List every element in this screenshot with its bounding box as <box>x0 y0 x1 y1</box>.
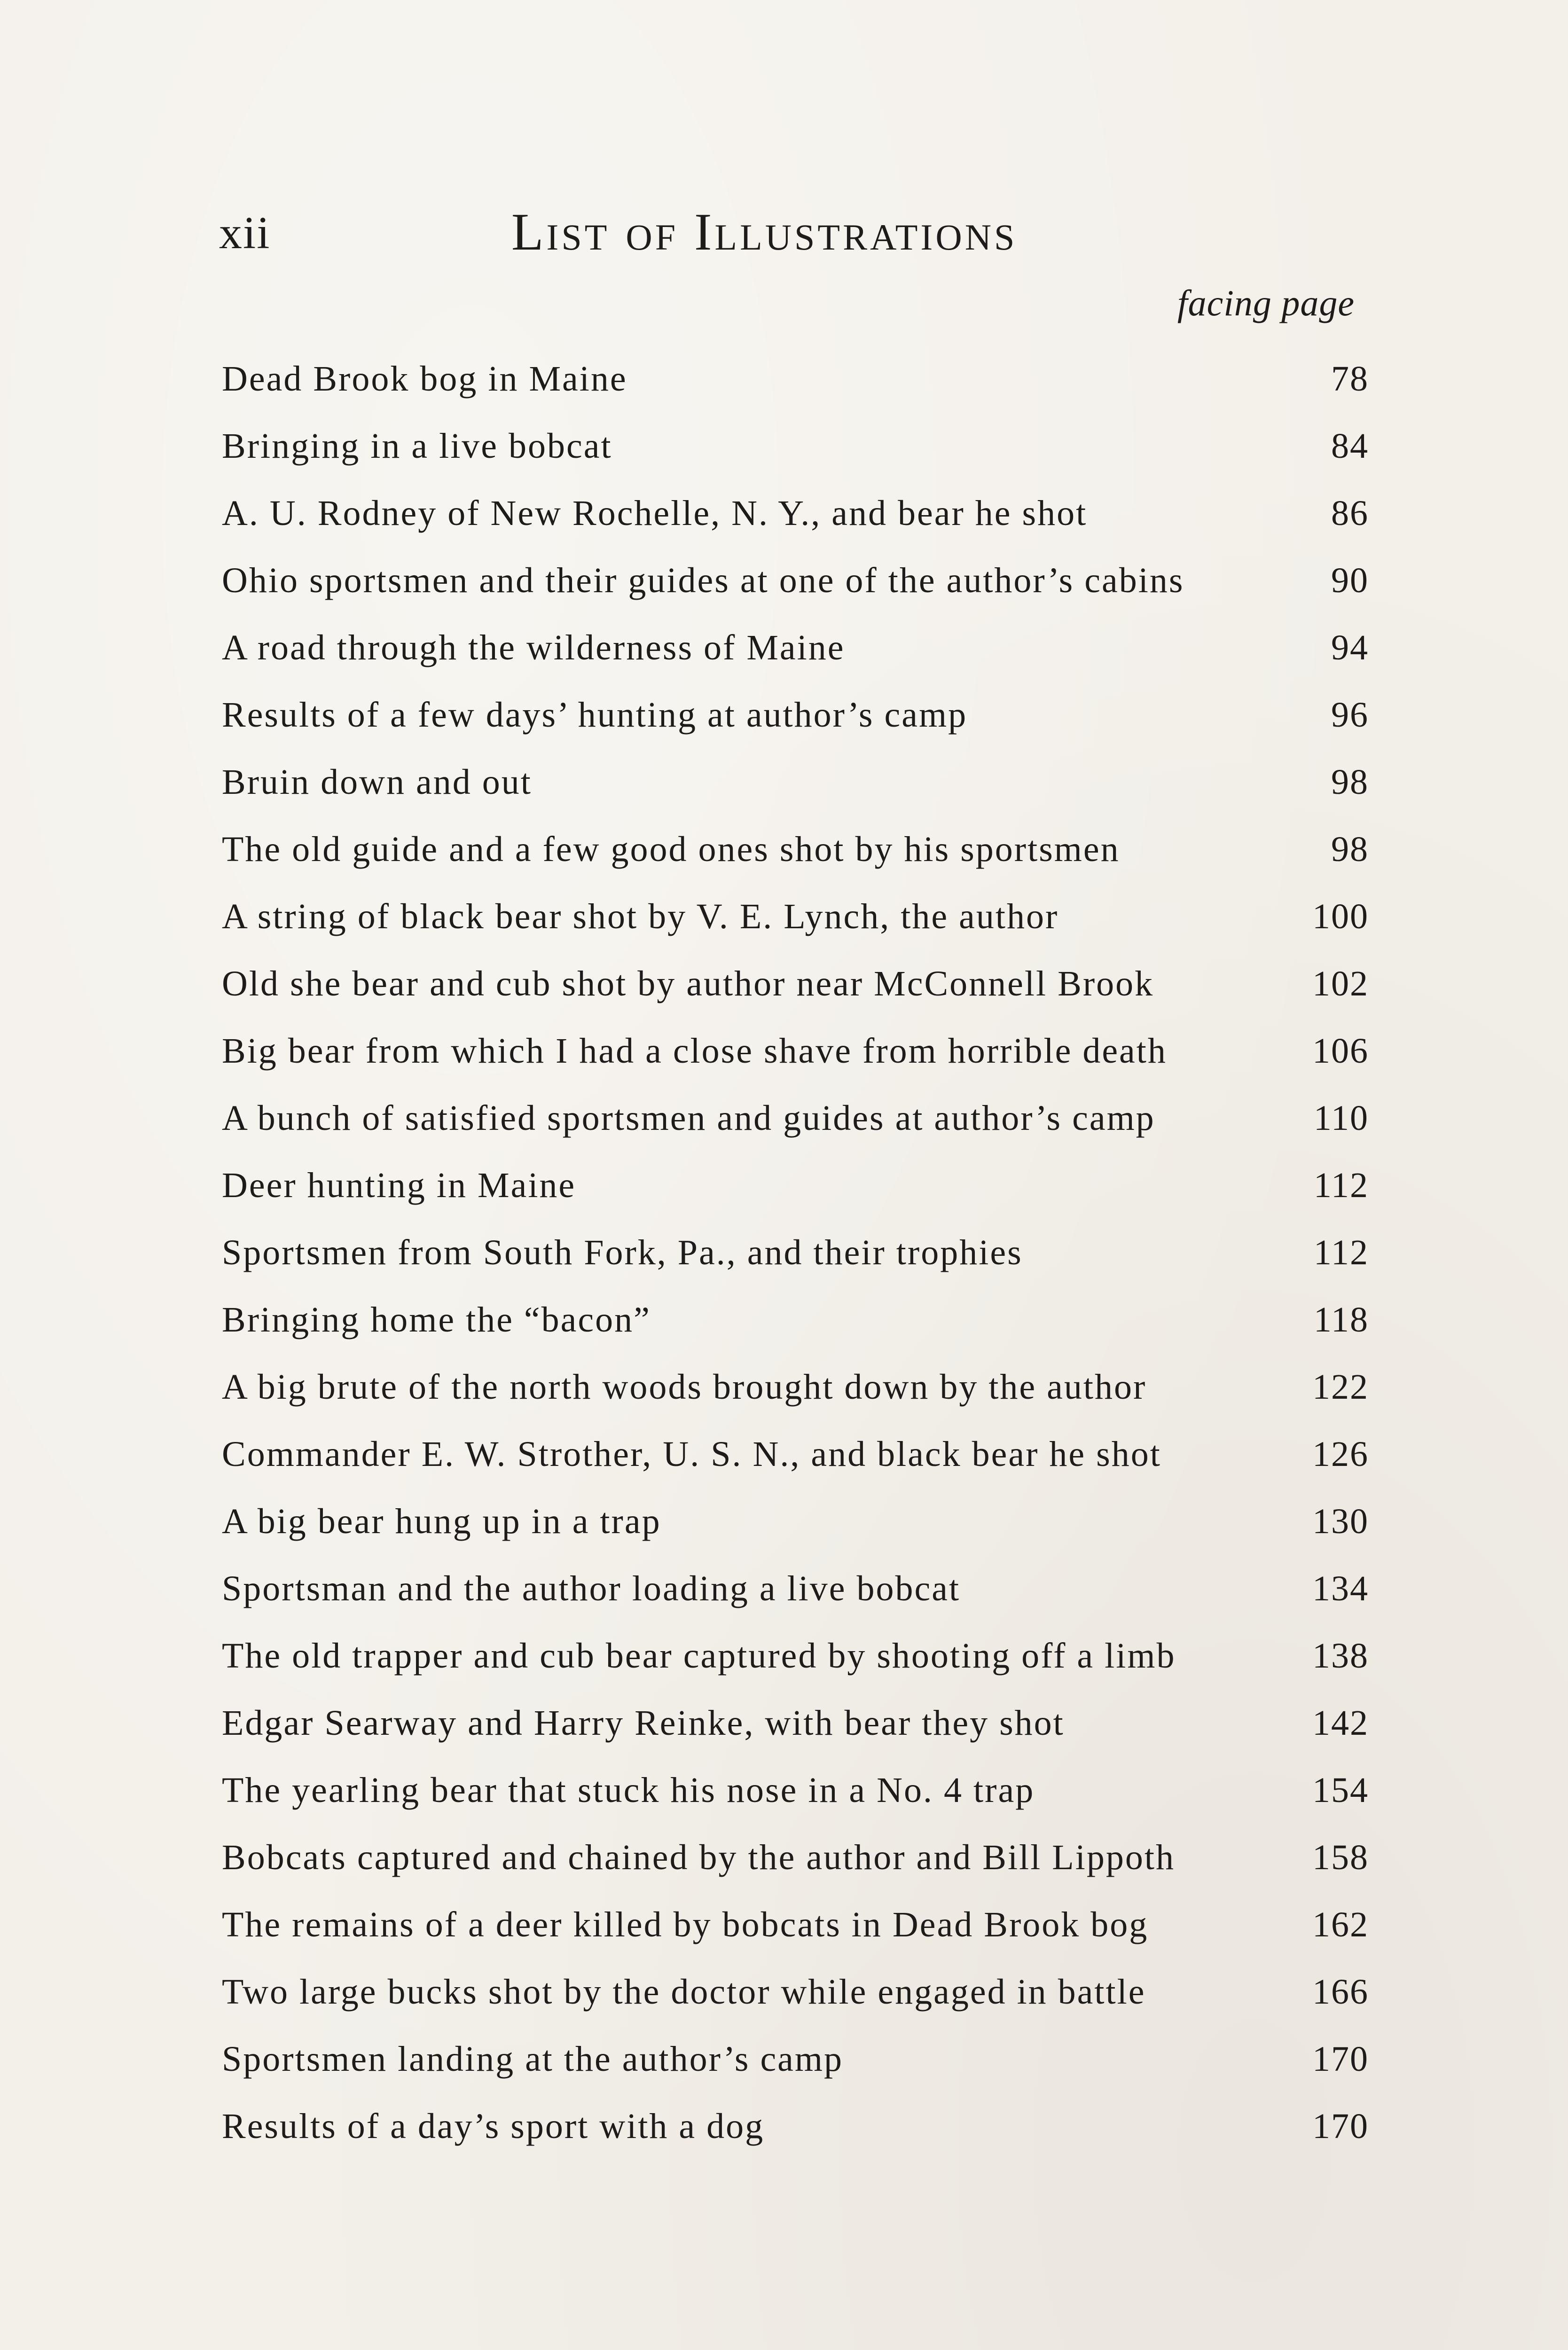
facing-page-label: facing page <box>1177 282 1355 323</box>
facing-page-number: 86 <box>1331 494 1369 533</box>
facing-page-number: 112 <box>1313 1166 1369 1205</box>
facing-page-number: 100 <box>1312 897 1369 936</box>
facing-page-number: 78 <box>1331 359 1369 399</box>
illustration-list <box>222 350 1369 2165</box>
illustration-title: Deer hunting in Maine <box>222 1166 576 1205</box>
illustration-title: Bobcats captured and chained by the author and Bill Lippoth <box>222 1838 1175 1877</box>
list-item <box>222 888 1369 955</box>
facing-page-number: 90 <box>1331 561 1369 600</box>
list-item <box>222 1022 1369 1089</box>
illustration-title: Bruin down and out <box>222 762 532 802</box>
facing-page-number: 170 <box>1312 2039 1369 2079</box>
list-item <box>222 821 1369 888</box>
facing-page-number: 166 <box>1312 1972 1369 2012</box>
facing-page-number: 138 <box>1312 1636 1369 1676</box>
facing-page-number: 162 <box>1312 1905 1369 1944</box>
list-item <box>222 619 1369 686</box>
illustration-title: The old guide and a few good ones shot by his sportsmen <box>222 830 1120 869</box>
list-item <box>222 686 1369 753</box>
illustration-title: The old trapper and cub bear captured by shooting off a limb <box>222 1636 1176 1676</box>
illustration-title: A. U. Rodney of New Rochelle, N. Y., and bear he shot <box>222 494 1088 533</box>
page-number: xii <box>219 208 271 258</box>
list-item <box>222 1157 1369 1224</box>
list-item <box>222 1627 1369 1694</box>
illustration-title: Bringing home the “bacon” <box>222 1300 651 1340</box>
facing-page-number: 96 <box>1331 695 1369 735</box>
facing-page-number: 154 <box>1312 1770 1369 1810</box>
list-item <box>222 1762 1369 1829</box>
facing-page-number: 98 <box>1331 762 1369 802</box>
facing-page-number: 84 <box>1331 426 1369 466</box>
facing-page-number: 98 <box>1331 830 1369 869</box>
facing-page-number: 102 <box>1312 964 1369 1003</box>
list-item <box>222 552 1369 619</box>
illustration-title: A road through the wilderness of Maine <box>222 628 845 667</box>
list-item <box>222 1829 1369 1896</box>
illustration-title: Sportsman and the author loading a live bobcat <box>222 1569 961 1608</box>
illustration-title: Commander E. W. Strother, U. S. N., and black bear he shot <box>222 1434 1161 1474</box>
list-item <box>222 1224 1369 1291</box>
facing-page-number: 142 <box>1312 1703 1369 1743</box>
illustration-title: Dead Brook bog in Maine <box>222 359 627 399</box>
facing-page-number: 94 <box>1331 628 1369 667</box>
illustration-title: A big bear hung up in a trap <box>222 1502 661 1541</box>
list-item <box>222 1291 1369 1358</box>
list-item <box>222 485 1369 552</box>
list-item <box>222 1426 1369 1493</box>
facing-page-number: 130 <box>1312 1502 1369 1541</box>
list-item <box>222 753 1369 821</box>
list-item <box>222 1560 1369 1627</box>
illustration-title: The remains of a deer killed by bobcats in Dead Brook bog <box>222 1905 1149 1944</box>
illustration-title: Ohio sportsmen and their guides at one of the author’s cabins <box>222 561 1184 600</box>
list-item <box>222 350 1369 417</box>
illustration-title: A string of black bear shot by V. E. Lynch, the author <box>222 897 1059 936</box>
illustration-title: Sportsmen from South Fork, Pa., and their trophies <box>222 1233 1023 1272</box>
illustration-title: Edgar Searway and Harry Reinke, with bear they shot <box>222 1703 1065 1743</box>
list-item <box>222 2098 1369 2165</box>
list-item <box>222 417 1369 485</box>
illustration-title: Sportsmen landing at the author’s camp <box>222 2039 844 2079</box>
illustration-title: Two large bucks shot by the doctor while engaged in battle <box>222 1972 1146 2012</box>
page-header <box>219 202 1371 268</box>
facing-page-number: 122 <box>1312 1367 1369 1407</box>
facing-page-number: 126 <box>1312 1434 1369 1474</box>
list-item <box>222 955 1369 1022</box>
illustration-title: Bringing in a live bobcat <box>222 426 612 466</box>
list-item <box>222 1896 1369 1963</box>
facing-page-number: 112 <box>1313 1233 1369 1272</box>
list-item <box>222 1358 1369 1426</box>
illustration-title: Results of a day’s sport with a dog <box>222 2107 765 2146</box>
facing-page-number: 170 <box>1312 2107 1369 2146</box>
illustration-title: The yearling bear that stuck his nose in a No. 4 trap <box>222 1770 1035 1810</box>
list-item <box>222 1694 1369 1762</box>
list-item <box>222 1089 1369 1157</box>
list-item <box>222 1963 1369 2030</box>
illustration-title: Results of a few days’ hunting at author’s camp <box>222 695 968 735</box>
illustration-title: Big bear from which I had a close shave from horrible death <box>222 1031 1167 1071</box>
illustration-title: Old she bear and cub shot by author near McConnell Brook <box>222 964 1154 1003</box>
facing-page-number: 134 <box>1312 1569 1369 1608</box>
list-item <box>222 2030 1369 2098</box>
facing-page-number: 158 <box>1312 1838 1369 1877</box>
illustration-title: A bunch of satisfied sportsmen and guides at author’s camp <box>222 1098 1155 1138</box>
facing-page-number: 106 <box>1312 1031 1369 1071</box>
page-title: List of Illustrations <box>511 203 1018 261</box>
illustration-title: A big brute of the north woods brought down by the author <box>222 1367 1147 1407</box>
facing-page-number: 118 <box>1313 1300 1369 1340</box>
list-item <box>222 1493 1369 1560</box>
facing-page-number: 110 <box>1313 1098 1369 1138</box>
